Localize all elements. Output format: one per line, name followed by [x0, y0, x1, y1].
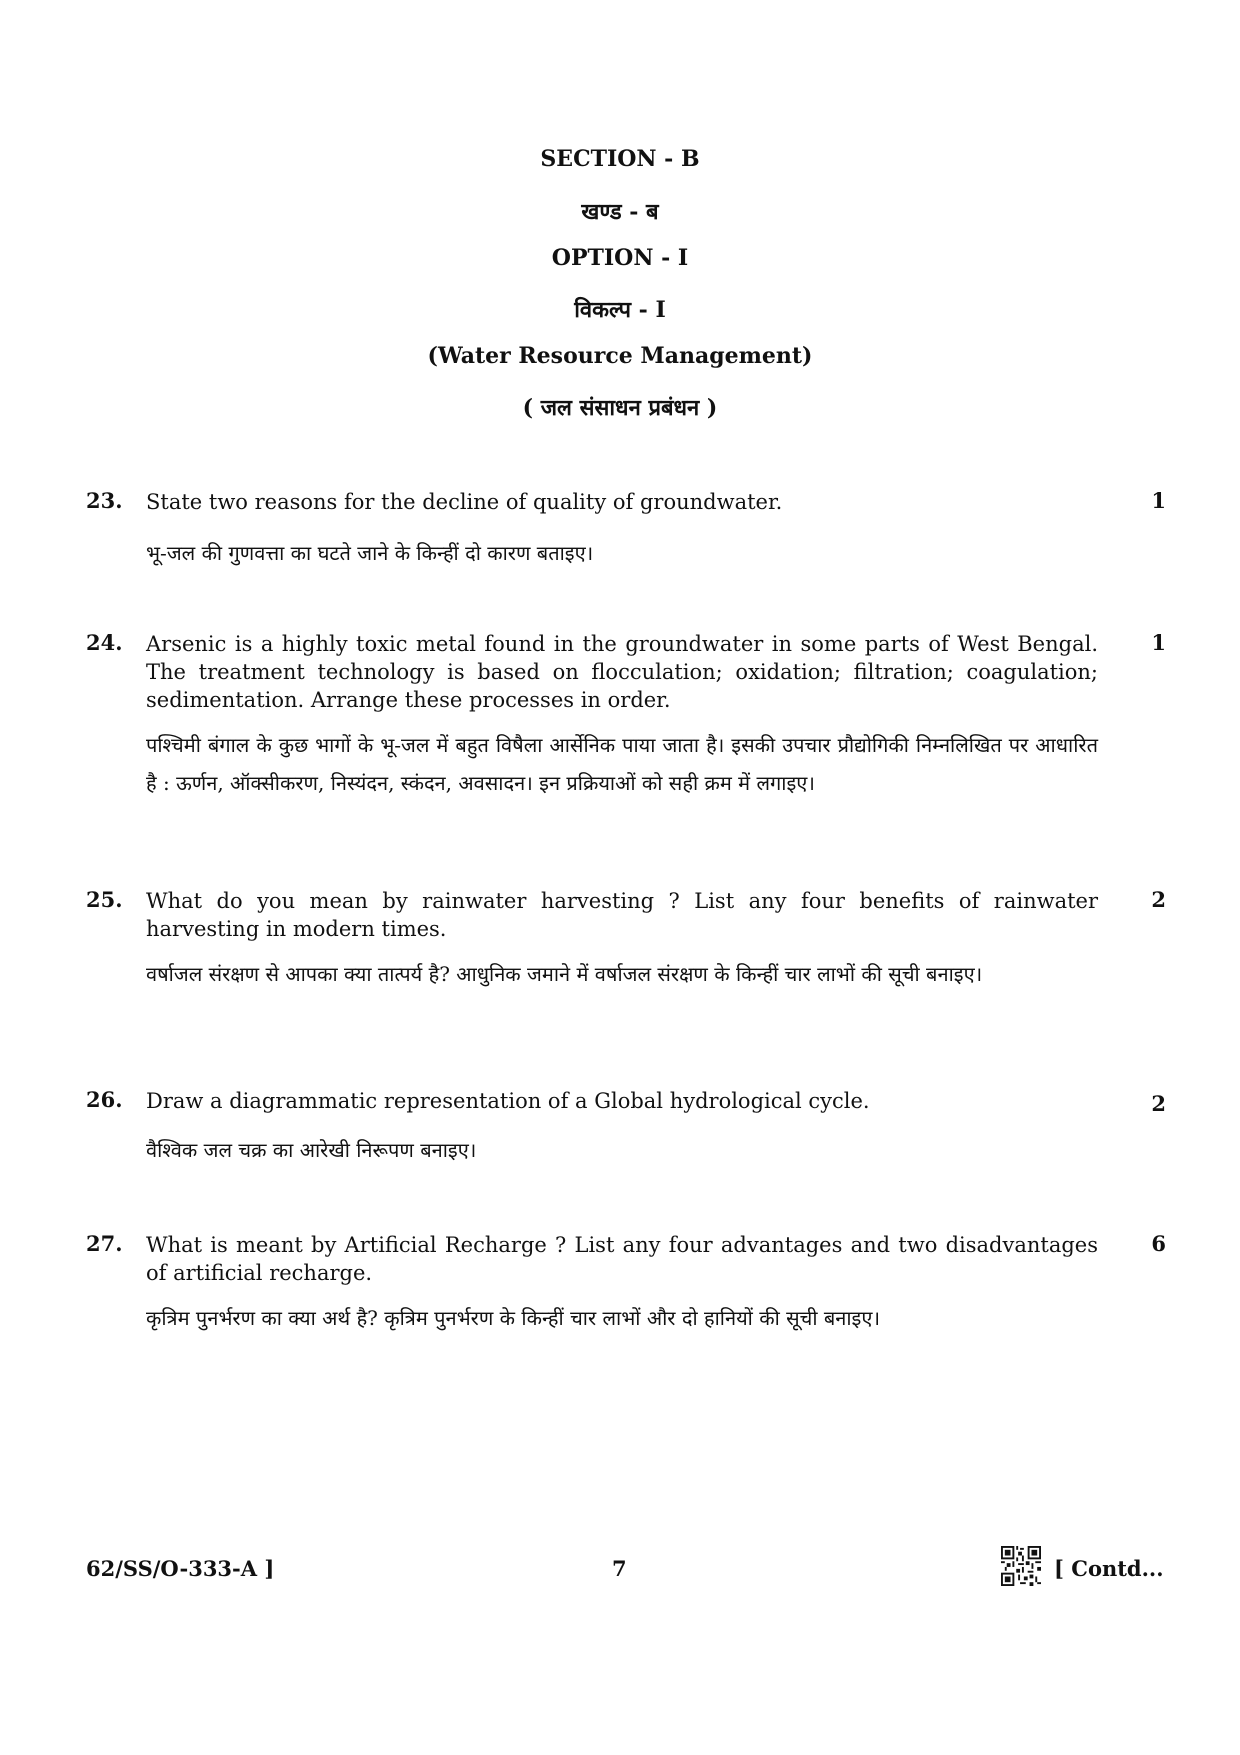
question-text-en: Arsenic is a highly toxic metal found in the groundwater in some parts of West Bengal. The treatment technology is based on flocculation; oxidation; filtration; coagulation; sedimentation. Arrange these processes in order.	[146, 632, 1098, 712]
question-marks: 2	[1151, 887, 1166, 912]
option-title-hindi: विकल्प - I	[574, 297, 666, 323]
question-text-en: Draw a diagrammatic representation of a Global hydrological cycle.	[146, 1089, 870, 1113]
question-number: 26.	[86, 1087, 123, 1112]
question-number: 25.	[86, 887, 123, 912]
question-text-hi: वैश्विक जल चक्र का आरेखी निरूपण बनाइए।	[146, 1138, 477, 1162]
subject-title: (Water Resource Management)	[427, 343, 813, 369]
question-text-hi: पश्चिमी बंगाल के कुछ भागों के भू-जल में बहुत विषैला आर्सेनिक पाया जाता है। इसकी उपचार प्रौद्योगिकी निम्नलिखित पर आधारित है : ऊर्णन, ऑक्सीकरण, निस्यंदन, स्कंदन, अवसादन। इन प्रक्रियाओं को सही क्रम में लगाइए।	[146, 733, 1098, 795]
paper-code: 62/SS/O-333-A ]	[86, 1556, 275, 1581]
continued-label: [ Contd...	[1054, 1556, 1164, 1581]
section-title-hindi: खण्ड - ब	[581, 199, 659, 225]
option-title: OPTION - I	[551, 245, 689, 271]
question-text-en: What do you mean by rainwater harvesting ? List any four benefits of rainwater harvesting in modern times.	[146, 889, 1098, 941]
qr-code-icon	[1001, 1546, 1041, 1586]
question-number: 24.	[86, 630, 123, 655]
question-text-en: State two reasons for the decline of quality of groundwater.	[146, 490, 783, 514]
question-marks: 1	[1151, 488, 1166, 513]
question-marks: 1	[1151, 630, 1166, 655]
subject-title-hindi: ( जल संसाधन प्रबंधन )	[522, 395, 718, 421]
question-text-hi: वर्षाजल संरक्षण से आपका क्या तात्पर्य है? आधुनिक जमाने में वर्षाजल संरक्षण के किन्हीं चार लाभों की सूची बनाइए।	[146, 962, 983, 986]
question-marks: 2	[1151, 1091, 1166, 1116]
page-number: 7	[612, 1556, 627, 1581]
question-number: 23.	[86, 488, 123, 513]
section-title: SECTION - B	[540, 146, 700, 172]
question-text-hi: कृत्रिम पुनर्भरण का क्या अर्थ है? कृत्रिम पुनर्भरण के किन्हीं चार लाभों और दो हानियों की सूची बनाइए।	[146, 1306, 881, 1330]
question-text-en: What is meant by Artificial Recharge ? List any four advantages and two disadvantages of artificial recharge.	[146, 1233, 1098, 1285]
question-number: 27.	[86, 1231, 123, 1256]
question-text-hi: भू-जल की गुणवत्ता का घटते जाने के किन्हीं दो कारण बताइए।	[146, 541, 594, 565]
question-marks: 6	[1151, 1231, 1166, 1256]
